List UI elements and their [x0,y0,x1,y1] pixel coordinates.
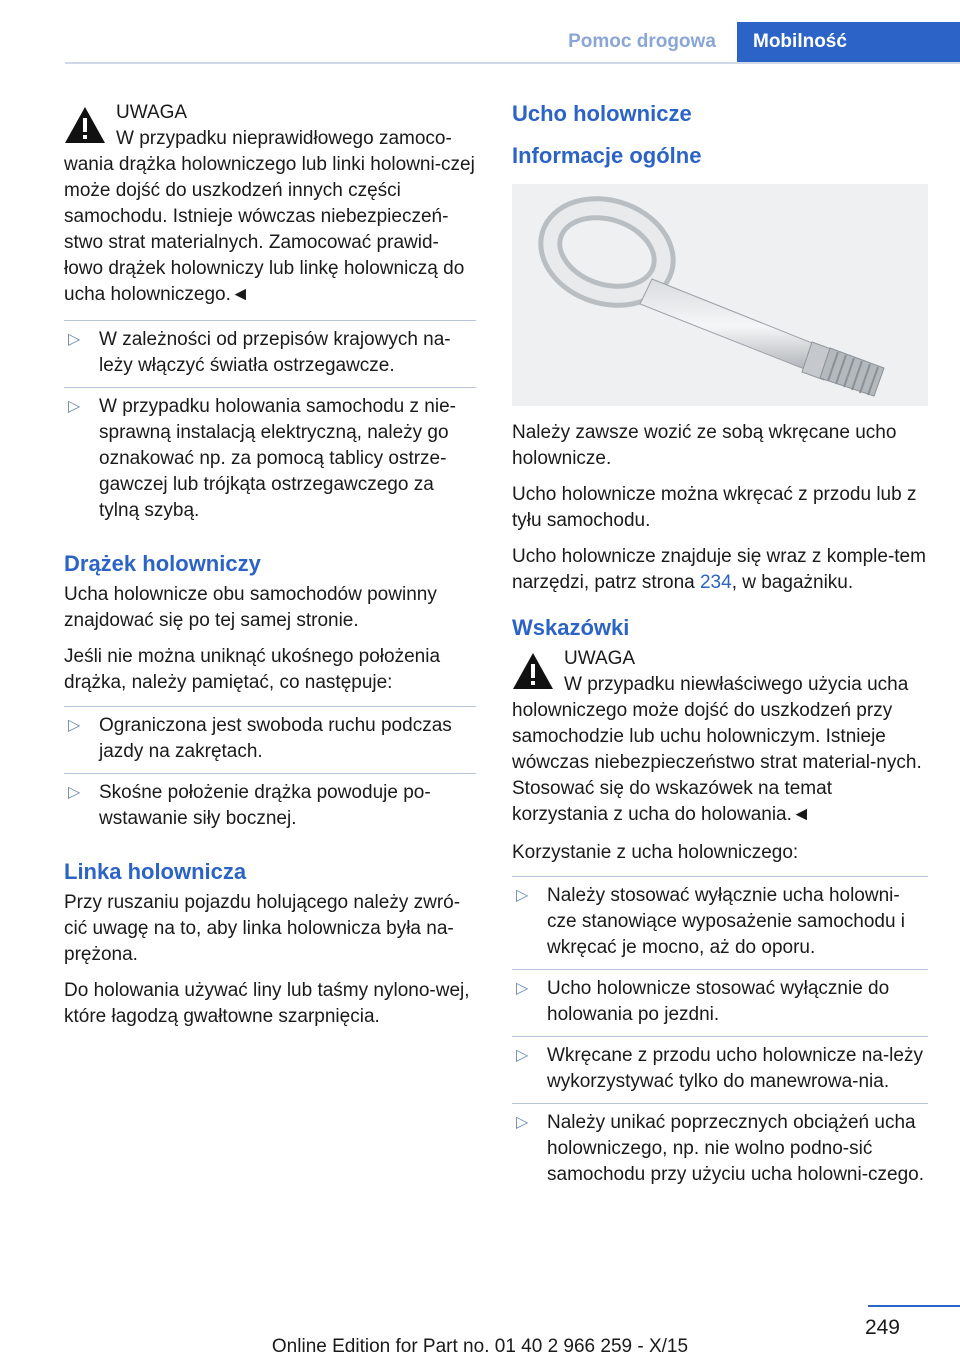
list-item: ▷ Należy unikać poprzecznych obciążeń ucha holowniczego, np. nie wolno podno-sić samochodu przy użyciu ucha holowni-czego. [512,1103,928,1196]
bullet-arrow-icon: ▷ [516,980,529,997]
paragraph: Korzystanie z ucha holowniczego: [512,842,799,863]
warning-text: holowniczego może dojść do uszkodzeń przy samochodzie lub uchu holowniczym. Istnieje wówczas niebezpieczeństwo strat material-nych. Stosować się do wskazówek na temat korzystania z ucha do holowania.◄ [512,700,922,825]
right-column [512,100,928,1208]
list-item: ▷ W przypadku holowania samochodu z nie-sprawną instalacją elektryczną, należy go oznakować np. za pomocą tablicy ostrze-gawczej lub trójkąta ostrzegawczego za tylną szybą. [64,387,476,532]
tab-section[interactable]: Pomoc drogowa [568,31,716,52]
paragraph: Należy zawsze wozić ze sobą wkręcane ucho holownicze. [512,422,897,469]
warning-text: wania drążka holowniczego lub linki holowni-czej może dojść do uszkodzeń innych części samochodu. Istnieje wówczas niebezpieczeń-stwo strat materialnych. Zamocować prawid-łowo drążek holowniczy lub linkę holowniczą do ucha holowniczego.◄ [64,154,475,305]
warning-text-first: W przypadku niewłaściwego użycia ucha [564,674,909,695]
bullet-list [64,706,476,840]
warning-triangle-icon [512,652,554,690]
list-item: ▷ Należy stosować wyłącznie ucha holowni-cze stanowiące wyposażenie samochodu i wkręcać je mocno, aż do oporu. [512,876,928,969]
bullet-arrow-icon: ▷ [516,887,529,904]
paragraph: Ucho holownicze można wkręcać z przodu lub z tyłu samochodu. [512,484,917,531]
left-column [64,100,476,1040]
heading-drazek: Drążek holowniczy [64,551,261,576]
heading-wskazowki: Wskazówki [512,615,630,640]
bullet-list [64,320,476,532]
warning-triangle-icon [64,106,106,144]
list-item: ▷ W zależności od przepisów krajowych na-leży włączyć światła ostrzegawcze. [64,320,476,387]
bullet-arrow-icon: ▷ [516,1114,529,1131]
towing-eye-illustration [512,184,928,406]
warning-title: UWAGA [116,102,188,123]
list-item: ▷ Ucho holownicze stosować wyłącznie do holowania po jezdni. [512,969,928,1036]
paragraph: Ucha holownicze obu samochodów powinny znajdować się po tej samej stronie. [64,584,437,631]
page-number-rule [868,1305,960,1307]
footer-edition: Online Edition for Part no. 01 40 2 966 259 - X/15 [271,1336,689,1357]
header-rule [65,62,960,64]
bullet-list [512,876,928,1196]
bullet-arrow-icon: ▷ [68,331,81,348]
bullet-arrow-icon: ▷ [516,1047,529,1064]
page-number: 249 [864,1316,900,1339]
list-item: ▷ Ograniczona jest swoboda ruchu podczas jazdy na zakrętach. [64,706,476,773]
bullet-arrow-icon: ▷ [68,398,81,415]
heading-linka: Linka holownicza [64,859,247,884]
page-link[interactable]: 234 [699,572,732,593]
bullet-arrow-icon: ▷ [68,717,81,734]
heading-ucho: Ucho holownicze [512,101,692,126]
tab-chapter-active[interactable]: Mobilność [737,22,960,62]
warning-title: UWAGA [564,648,636,669]
list-item: ▷ Skośne położenie drążka powoduje po-wstawanie siły bocznej. [64,773,476,840]
bullet-arrow-icon: ▷ [68,784,81,801]
warning-box [64,100,476,308]
paragraph: Przy ruszaniu pojazdu holującego należy zwró-cić uwagę na to, aby linka holownicza była na-prężona. [64,892,461,965]
paragraph: Jeśli nie można uniknąć ukośnego położenia drążka, należy pamiętać, co następuje: [64,646,441,693]
paragraph: Ucho holownicze znajduje się wraz z komple-tem narzędzi, patrz strona 234, w bagażniku. [512,546,926,593]
list-item: ▷ Wkręcane z przodu ucho holownicze na-leży wykorzystywać tylko do manewrowa-nia. [512,1036,928,1103]
warning-box [512,646,928,828]
subheading-info: Informacje ogólne [512,143,702,168]
paragraph: Do holowania używać liny lub taśmy nylono-wej, które łagodzą gwałtowne szarpnięcia. [64,980,470,1027]
warning-text-first: W przypadku nieprawidłowego zamoco- [116,128,452,149]
